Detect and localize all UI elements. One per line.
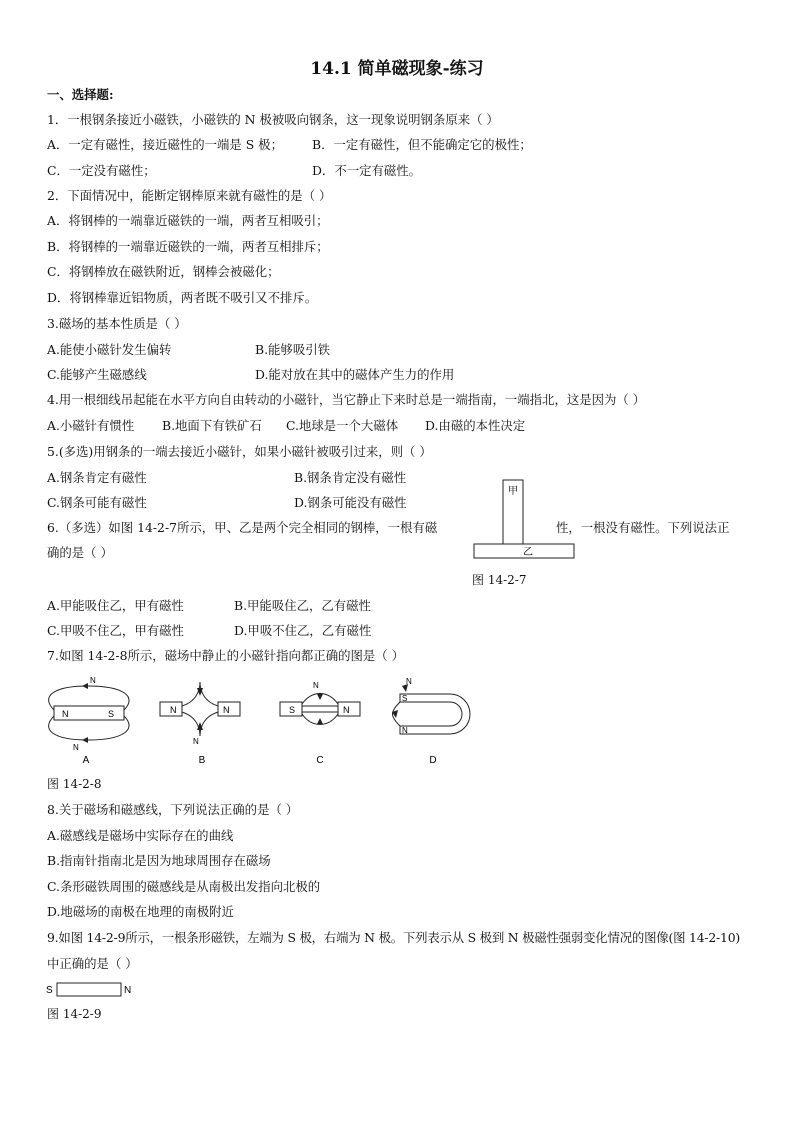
q1-option-c: C．一定没有磁性；	[47, 163, 156, 178]
q3-option-b: B.能够吸引铁	[255, 342, 330, 357]
figure-14-2-8-caption: 图 14-2-8	[47, 777, 102, 791]
figure-14-2-9-caption: 图 14-2-9	[47, 1007, 102, 1021]
q3-option-c: C.能够产生磁感线	[47, 367, 147, 382]
q2-option-b: B．将钢棒的一端靠近磁铁的一端，两者互相排斥；	[47, 239, 329, 254]
q4-stem: 4.用一根细线吊起能在水平方向自由转动的小磁针，当它静止下来时总是一端指南，一端指北，这是因为（ ）	[47, 392, 646, 407]
q3-stem: 3.磁场的基本性质是（ ）	[47, 316, 187, 331]
compass-needle-c-bottom	[317, 718, 323, 724]
option-label-d: D	[429, 755, 437, 766]
q7-stem: 7.如图 14-2-8所示，磁场中静止的小磁针指向都正确的图是（ ）	[47, 648, 404, 663]
needle-n-top-a: N	[90, 676, 96, 685]
pole-s-a: S	[108, 709, 115, 719]
field-line-b-4	[200, 712, 218, 736]
figure-14-2-8	[40, 672, 480, 770]
field-line-b-1	[182, 682, 200, 706]
label-jia: 甲	[508, 486, 518, 497]
q2-stem: 2．下面情况中，能断定钢棒原来就有磁性的是（ ）	[47, 188, 332, 203]
q5-stem: 5.(多选)用钢条的一端去接近小磁针，如果小磁针被吸引过来，则（ ）	[47, 444, 432, 459]
pole-n-d: N	[402, 726, 408, 735]
q2-option-d: D．将钢棒靠近铝物质，两者既不吸引又不排斥。	[47, 290, 318, 305]
bar-pole-s: S	[46, 985, 53, 996]
q5-option-d: D.钢条可能没有磁性	[294, 495, 407, 510]
compass-needle-bottom-a	[82, 737, 88, 743]
q8-option-a: A.磁感线是磁场中实际存在的曲线	[47, 828, 234, 843]
q4-option-b: B.地面下有铁矿石	[162, 418, 262, 433]
figure-14-2-7-caption: 图 14-2-7	[472, 573, 527, 587]
q5-option-a: A.钢条肯定有磁性	[47, 470, 147, 485]
q4-option-c: C.地球是一个大磁体	[286, 418, 399, 433]
diagram-b	[160, 682, 240, 766]
needle-n-bottom-a: N	[73, 743, 79, 752]
bar-magnet	[57, 983, 121, 996]
option-label-b: B	[198, 755, 206, 766]
needle-n-d: N	[406, 677, 412, 686]
q4-option-d: D.由磁的本性决定	[425, 418, 526, 433]
bar-pole-n: N	[124, 985, 132, 996]
q5-option-c: C.钢条可能有磁性	[47, 495, 147, 510]
pole-s-d: S	[402, 694, 408, 703]
q1-option-a: A．一定有磁性，接近磁性的一端是 S 极；	[47, 137, 283, 152]
horseshoe-magnet-d	[400, 694, 470, 734]
q1-option-b: B．一定有磁性，但不能确定它的极性；	[312, 137, 532, 152]
needle-n-c-top: N	[313, 681, 319, 690]
compass-needle-c-top	[317, 694, 323, 700]
pole-s-c: S	[289, 705, 296, 715]
q8-stem: 8.关于磁场和磁感线，下列说法正确的是（ ）	[47, 802, 299, 817]
option-label-c: C	[316, 755, 324, 766]
pole-n-b-left: N	[170, 705, 177, 715]
page-title: 14.1 简单磁现象-练习	[310, 59, 484, 79]
diagram-d	[392, 677, 470, 766]
q6-option-a: A.甲能吸住乙，甲有磁性	[47, 598, 184, 613]
q6-option-d: D.甲吸不住乙，乙有磁性	[234, 623, 372, 638]
q5-option-b: B.钢条肯定没有磁性	[294, 470, 407, 485]
q6-stem-line1-part2: 性，一根没有磁性。下列说法正	[556, 520, 730, 535]
q3-option-d: D.能对放在其中的磁体产生力的作用	[255, 367, 455, 382]
q8-option-b: B.指南针指南北是因为地球周围存在磁场	[47, 853, 271, 868]
q6-stem-line2: 确的是（ ）	[47, 545, 113, 560]
diagram-a	[49, 676, 129, 766]
q6-option-c: C.甲吸不住乙，甲有磁性	[47, 623, 184, 638]
q6-stem-line1-part1: 6.（多选）如图 14-2-7所示，甲、乙是两个完全相同的钢棒，一根有磁	[47, 520, 438, 535]
pole-n-b-right: N	[223, 705, 230, 715]
pole-n-c: N	[343, 705, 350, 715]
needle-n-b: N	[193, 737, 199, 746]
q3-option-a: A.能使小磁针发生偏转	[47, 342, 172, 357]
section-heading: 一、选择题:	[47, 87, 114, 102]
pole-n-a: N	[62, 709, 69, 719]
q2-option-a: A．将钢棒的一端靠近磁铁的一端，两者互相吸引；	[47, 213, 329, 228]
q2-option-c: C．将钢棒放在磁铁附近，钢棒会被磁化；	[47, 264, 280, 279]
figure-14-2-7	[470, 478, 580, 564]
q1-stem: 1．一根钢条接近小磁铁，小磁铁的 N 极被吸向钢条，这一现象说明钢条原来（ ）	[47, 112, 499, 127]
figure-14-2-9	[44, 980, 144, 1000]
q4-option-a: A.小磁针有惯性	[47, 418, 135, 433]
q1-option-d: D．不一定有磁性。	[312, 163, 422, 178]
q8-option-c: C.条形磁铁周围的磁感线是从南极出发指向北极的	[47, 879, 321, 894]
field-line-b-2	[200, 682, 218, 706]
option-label-a: A	[82, 755, 90, 766]
diagram-c	[280, 681, 360, 766]
label-yi: 乙	[523, 547, 533, 558]
q9-stem-line2: 中正确的是（ ）	[47, 956, 138, 971]
q6-option-b: B.甲能吸住乙，乙有磁性	[234, 598, 371, 613]
q8-option-d: D.地磁场的南极在地理的南极附近	[47, 904, 234, 919]
compass-needle-top-a	[82, 683, 88, 689]
field-line-b-3	[182, 712, 200, 736]
q9-stem-line1: 9.如图 14-2-9所示，一根条形磁铁，左端为 S 极，右端为 N 极。下列表示从 S 极到 N 极磁性强弱变化情况的图像(图 14-2-10)	[47, 930, 741, 945]
